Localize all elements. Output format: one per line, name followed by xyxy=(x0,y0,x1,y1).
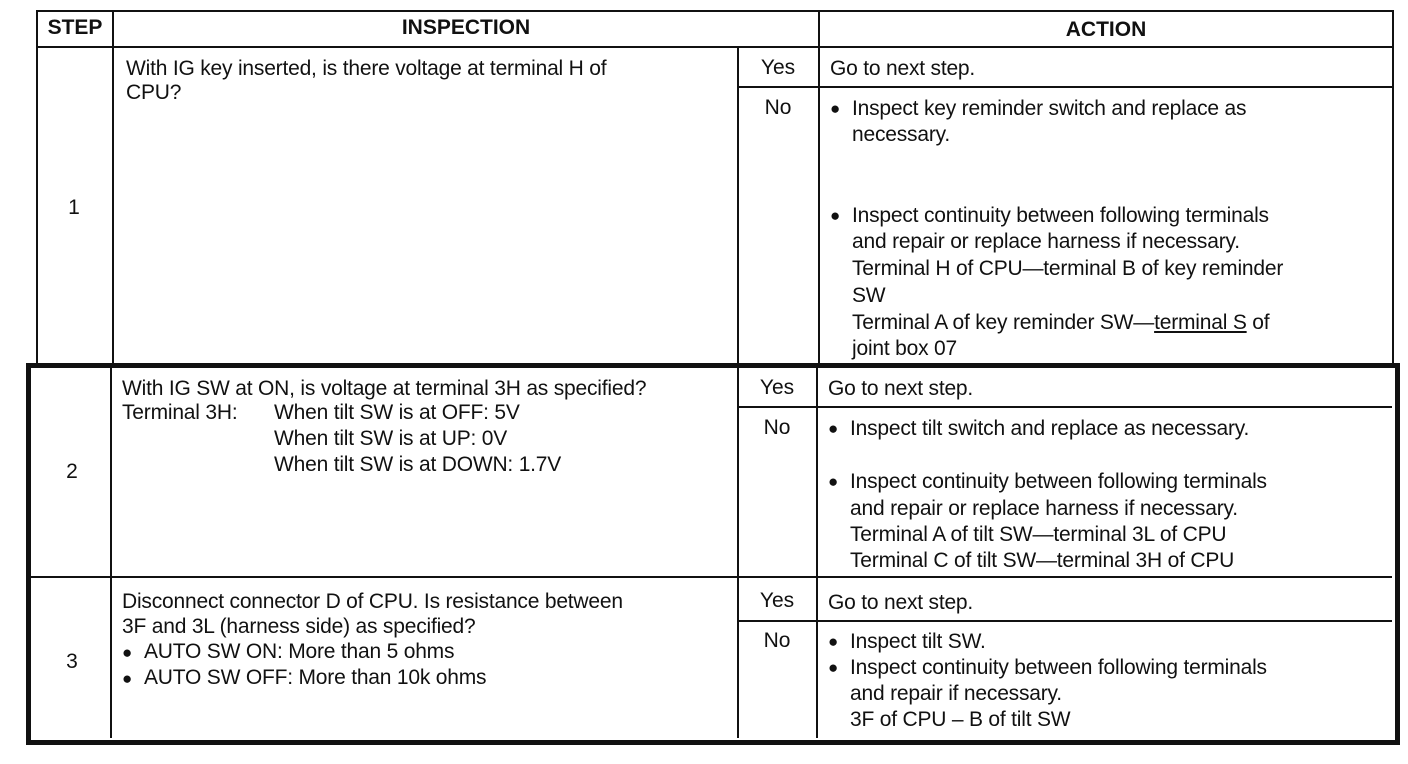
spec-bullet: ● xyxy=(122,643,133,662)
yes-action: Go to next step. xyxy=(828,377,974,400)
spec-bullet-line xyxy=(122,639,454,666)
inspection-text: With IG SW at ON, is voltage at terminal 3H as specified? xyxy=(122,377,647,400)
action-line: joint box 07 xyxy=(852,337,958,360)
spec-bullet: ● xyxy=(122,669,133,688)
action-line: and repair or replace harness if necessary. xyxy=(852,230,1240,253)
action-line: Inspect continuity between following terminals xyxy=(850,656,1267,679)
action-bullet: ● xyxy=(828,658,839,677)
action-line: Terminal C of tilt SW—terminal 3H of CPU xyxy=(850,549,1235,572)
action-bullet: ● xyxy=(830,99,841,118)
action-bullet: ● xyxy=(830,206,841,225)
action-line: Terminal H of CPU—terminal B of key reminder xyxy=(852,257,1284,280)
table-left-border xyxy=(36,10,38,365)
spec-line: When tilt SW is at DOWN: 1.7V xyxy=(274,453,562,476)
row3-yes-divider xyxy=(738,620,1392,622)
spec-label: Terminal 3H: xyxy=(122,401,238,424)
yes-label: Yes xyxy=(760,56,796,79)
inspection-text: With IG key inserted, is there voltage at terminal H of xyxy=(126,57,607,80)
action-line: Inspect continuity between following terminals xyxy=(852,204,1269,227)
action-line: Inspect tilt SW. xyxy=(850,630,986,653)
row2-yes-divider xyxy=(738,406,1392,408)
col-sep-yesno xyxy=(818,10,820,365)
action-line: 3F of CPU – B of tilt SW xyxy=(850,708,1071,731)
step-number: 2 xyxy=(66,460,78,483)
action-line: necessary. xyxy=(852,123,950,146)
action-line xyxy=(852,310,1269,336)
step-number: 3 xyxy=(66,650,78,673)
spec-bullet-text: AUTO SW ON: More than 5 ohms xyxy=(144,640,455,663)
yes-label: Yes xyxy=(759,589,795,612)
yes-action: Go to next step. xyxy=(828,591,974,614)
no-label: No xyxy=(764,96,792,119)
yes-label: Yes xyxy=(759,376,795,399)
no-label: No xyxy=(763,629,791,652)
header-bottom-border xyxy=(36,46,1394,48)
spec-line: When tilt SW is at OFF: 5V xyxy=(274,401,520,424)
action-line-prefix: Terminal A of key reminder SW— xyxy=(852,311,1155,334)
spec-line: When tilt SW is at UP: 0V xyxy=(274,427,508,450)
inspection-text: CPU? xyxy=(126,81,182,104)
action-line-underlined: terminal S xyxy=(1154,311,1247,334)
header-step: STEP xyxy=(47,16,103,39)
inspection-text: 3F and 3L (harness side) as specified? xyxy=(122,615,476,638)
action-line: Inspect key reminder switch and replace as xyxy=(852,97,1247,120)
action-bullet: ● xyxy=(828,472,839,491)
row1-yes-divider xyxy=(738,86,1394,88)
header-action: ACTION xyxy=(1065,18,1147,41)
spec-bullet-text: AUTO SW OFF: More than 10k ohms xyxy=(144,666,487,689)
yes-action: Go to next step. xyxy=(830,57,976,80)
action-line: and repair if necessary. xyxy=(850,682,1062,705)
step-number: 1 xyxy=(68,196,80,219)
action-line: SW xyxy=(852,284,886,307)
inspection-text: Disconnect connector D of CPU. Is resistance between xyxy=(122,590,623,613)
row2-bottom-border xyxy=(30,576,1392,578)
action-line: and repair or replace harness if necessary. xyxy=(850,497,1238,520)
table-right-border xyxy=(1392,10,1394,365)
action-bullet: ● xyxy=(828,632,839,651)
spec-bullet-line xyxy=(122,665,486,692)
header-inspection: INSPECTION xyxy=(401,16,531,39)
no-label: No xyxy=(763,416,791,439)
action-bullet: ● xyxy=(828,419,839,438)
action-line: Inspect continuity between following terminals xyxy=(850,470,1267,493)
action-line: Inspect tilt switch and replace as necessary. xyxy=(850,417,1250,440)
col-sep-step-lower xyxy=(110,366,112,738)
action-line-suffix: of xyxy=(1246,311,1270,334)
table-top-border xyxy=(36,10,1394,12)
action-line: Terminal A of tilt SW—terminal 3L of CPU xyxy=(850,523,1227,546)
col-sep-step xyxy=(112,10,114,365)
